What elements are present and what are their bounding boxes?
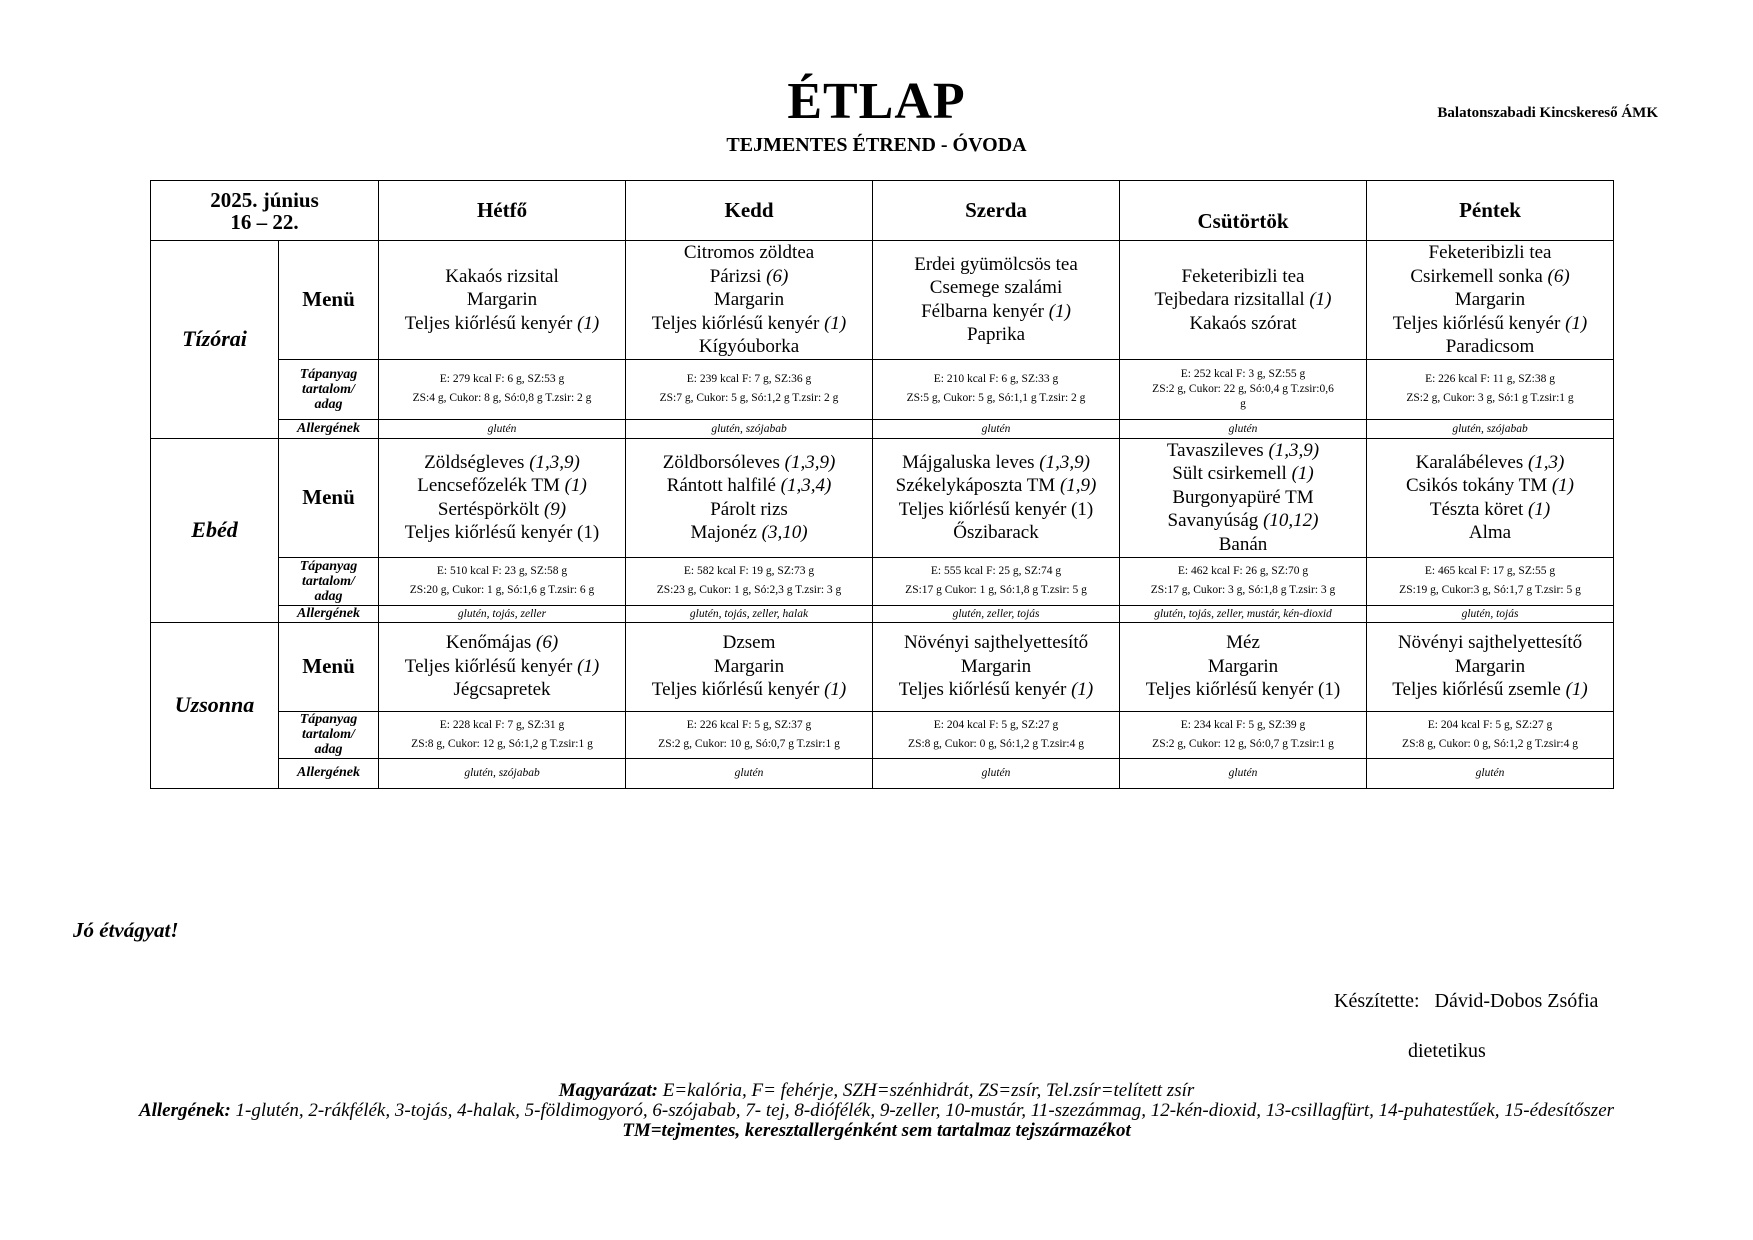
- dish-item: [1120, 288, 1366, 312]
- menu-row: [151, 241, 1614, 360]
- nutrition-cell: [379, 557, 626, 605]
- allergens-cell: glutén: [1120, 758, 1367, 788]
- nutrition-line: ZS:23 g, Cukor: 1 g, Só:2,3 g T.zsir: 3 g: [656, 584, 842, 596]
- dish-item: [626, 265, 872, 289]
- nutrition-cell: [873, 711, 1120, 758]
- dish-name: Teljes kiőrlésű kenyér: [1392, 312, 1566, 334]
- dish-name: Növényi sajthelyettesítő: [903, 632, 1089, 654]
- allergens-label: Allergének: [279, 758, 379, 788]
- dish-name: Lencsefőzelék TM: [417, 475, 565, 496]
- menu-cell: [1367, 241, 1614, 360]
- dish-allergen-codes: (1): [577, 655, 600, 677]
- dish-item: [1120, 678, 1366, 702]
- nutrition-line: E: 228 kcal F: 7 g, SZ:31 g: [439, 718, 565, 731]
- dish-item: [1120, 312, 1366, 336]
- nutrition-line: ZS:2 g, Cukor: 3 g, Só:1 g T.zsir:1 g: [1406, 392, 1574, 404]
- dish-item: [873, 253, 1119, 277]
- allergens-row: [151, 419, 1614, 438]
- menu-table: [150, 180, 1614, 789]
- dish-allergen-codes: (1,3,9): [1039, 451, 1090, 473]
- author-role: dietetikus: [1408, 1040, 1486, 1062]
- menu-cell: [1367, 622, 1614, 711]
- dish-item: [379, 288, 625, 312]
- dish-allergen-codes: (1,3,4): [780, 475, 832, 496]
- dish-name: Dzsem: [722, 632, 776, 654]
- dish-name: Sült csirkemell: [1172, 463, 1292, 485]
- dish-item: [379, 678, 625, 702]
- dish-name: Banán: [1218, 533, 1268, 555]
- dish-allergen-codes: (1): [1048, 300, 1071, 322]
- allergens-cell: glutén, tojás, zeller, halak: [626, 605, 873, 622]
- nutrition-label-line: Tápanyag: [299, 558, 358, 574]
- dish-name: Margarin: [1207, 655, 1279, 677]
- dish-allergen-codes: (1): [1565, 679, 1588, 701]
- date-range: [151, 181, 379, 241]
- nutrition-line: ZS:20 g, Cukor: 1 g, Só:1,6 g T.zsir: 6 g: [409, 584, 595, 596]
- dish-name: Teljes kiőrlésű kenyér (1): [404, 522, 600, 543]
- nutrition-label: [279, 359, 379, 419]
- dish-item: [626, 312, 872, 336]
- nutrition-line: E: 555 kcal F: 25 g, SZ:74 g: [930, 565, 1062, 577]
- nutrition-cell: [379, 359, 626, 419]
- dish-item: [1120, 462, 1366, 486]
- nutrition-line: E: 510 kcal F: 23 g, SZ:58 g: [436, 565, 568, 577]
- allergens-cell: glutén, szójabab: [626, 419, 873, 438]
- dish-item: [1367, 498, 1613, 522]
- tm-note: TM=tejmentes, keresztallergénként sem tartalmaz tejszármazékot: [622, 1120, 1131, 1141]
- dish-name: Őszibarack: [953, 522, 1039, 543]
- menu-cell: [626, 622, 873, 711]
- allergens-label: Allergének: [279, 605, 379, 622]
- dish-allergen-codes: (3,10): [761, 522, 808, 543]
- author-name: Készítette: Dávid-Dobos Zsófia: [1334, 990, 1599, 1012]
- menu-cell: [379, 622, 626, 711]
- menu-row: [151, 438, 1614, 557]
- nutrition-line: E: 279 kcal F: 6 g, SZ:53 g: [439, 373, 565, 385]
- nutrition-line: E: 465 kcal F: 17 g, SZ:55 g: [1424, 565, 1556, 577]
- dish-allergen-codes: (6): [766, 265, 789, 287]
- dish-allergen-codes: (1): [1551, 475, 1575, 496]
- nutrition-line: ZS:19 g, Cukor:3 g, Só:1,7 g T.zsir: 5 g: [1399, 584, 1581, 596]
- dish-item: [626, 335, 872, 359]
- dish-item: [873, 678, 1119, 702]
- menu-cell: [1367, 438, 1614, 557]
- dish-item: [873, 323, 1119, 347]
- dish-item: [1367, 631, 1613, 655]
- dish-name: Savanyúság: [1167, 510, 1264, 532]
- day-header: Hétfő: [379, 181, 626, 241]
- dish-name: Félbarna kenyér: [921, 300, 1049, 322]
- dish-name: Paprika: [966, 324, 1026, 346]
- nutrition-cell: [1367, 711, 1614, 758]
- dish-name: Jégcsapretek: [453, 679, 551, 701]
- nutrition-cell: [626, 359, 873, 419]
- nutrition-cell: [379, 711, 626, 758]
- day-header: Kedd: [626, 181, 873, 241]
- dish-item: [1367, 265, 1613, 289]
- legend-abbreviations: [100, 1081, 1653, 1101]
- dish-item: [1367, 521, 1613, 545]
- dish-name: Kenőmájas: [445, 632, 537, 654]
- menu-cell: [626, 438, 873, 557]
- meal-name: Tízórai: [151, 241, 279, 439]
- nutrition-label: [279, 557, 379, 605]
- allergen-legend-label: Allergének:: [138, 1100, 231, 1121]
- dish-item: [1367, 451, 1613, 475]
- allergens-cell: glutén, szójabab: [1367, 419, 1614, 438]
- legend-allergens: [100, 1101, 1653, 1121]
- allergens-cell: glutén, tojás, zeller, mustár, kén-dioxid: [1120, 605, 1367, 622]
- meal-name: Uzsonna: [151, 622, 279, 788]
- menu-cell: [873, 622, 1120, 711]
- dish-item: [873, 655, 1119, 679]
- nutrition-cell: [873, 359, 1120, 419]
- dish-item: [1367, 678, 1613, 702]
- dish-allergen-codes: (1): [1309, 289, 1332, 310]
- dish-name: Margarin: [1454, 655, 1526, 677]
- dish-name: Margarin: [1454, 289, 1526, 310]
- menu-label: Menü: [279, 241, 379, 360]
- nutrition-line: ZS:2 g, Cukor: 12 g, Só:0,7 g T.zsir:1 g: [1152, 737, 1334, 750]
- nutrition-line: E: 462 kcal F: 26 g, SZ:70 g: [1177, 565, 1309, 577]
- dish-name: Kakaós rizsital: [445, 265, 559, 287]
- dish-item: [1120, 533, 1366, 557]
- dish-name: Májgaluska leves: [902, 451, 1040, 473]
- dish-item: [1120, 631, 1366, 655]
- dish-name: Zöldségleves: [424, 451, 530, 473]
- dish-item: [379, 631, 625, 655]
- dish-name: Csemege szalámi: [929, 277, 1063, 299]
- legend-text: E=kalória, F= fehérje, SZH=szénhidrát, ZS=zsír, Tel.zsír=telített zsír: [657, 1080, 1195, 1101]
- nutrition-label-line: tartalom/: [302, 727, 355, 742]
- dish-item: [1120, 265, 1366, 289]
- dish-allergen-codes: (1): [564, 475, 587, 496]
- menu-cell: [873, 438, 1120, 557]
- dish-item: [626, 288, 872, 312]
- dish-name: Feketeribizli tea: [1428, 242, 1552, 263]
- dish-item: [379, 498, 625, 522]
- dish-item: [626, 451, 872, 475]
- menu-cell: [1120, 241, 1367, 360]
- menu-label: Menü: [279, 622, 379, 711]
- nutrition-line: E: 204 kcal F: 5 g, SZ:27 g: [933, 718, 1059, 731]
- nutrition-line: E: 234 kcal F: 5 g, SZ:39 g: [1180, 718, 1306, 731]
- dish-item: [1120, 439, 1366, 463]
- dish-name: Teljes kiőrlésű zsemle: [1392, 679, 1566, 701]
- dish-name: Teljes kiőrlésű kenyér (1): [898, 498, 1094, 520]
- dish-item: [873, 631, 1119, 655]
- menu-cell: [379, 241, 626, 360]
- menu-cell: [1120, 438, 1367, 557]
- dish-item: [379, 265, 625, 289]
- dish-allergen-codes: (6): [1547, 265, 1570, 287]
- dish-name: Kakaós szórat: [1189, 312, 1297, 334]
- allergens-cell: glutén: [873, 758, 1120, 788]
- allergens-label: Allergének: [279, 419, 379, 438]
- dish-name: Majonéz: [690, 522, 762, 543]
- nutrition-line: g: [1240, 397, 1246, 410]
- nutrition-line: ZS:17 g Cukor: 1 g, Só:1,8 g T.zsir: 5 g: [905, 584, 1087, 596]
- dish-allergen-codes: (1): [824, 679, 847, 701]
- goodbye-text: Jó étvágyat!: [73, 918, 179, 942]
- dish-item: [379, 655, 625, 679]
- dish-name: Sertéspörkölt: [437, 498, 544, 520]
- menu-label: Menü: [279, 438, 379, 557]
- allergens-row: [151, 605, 1614, 622]
- dish-item: [1367, 241, 1613, 265]
- nutrition-line: ZS:8 g, Cukor: 0 g, Só:1,2 g T.zsir:4 g: [908, 737, 1084, 750]
- day-header: Csütörtök: [1120, 181, 1367, 241]
- nutrition-cell: [1367, 359, 1614, 419]
- dish-item: [873, 276, 1119, 300]
- dish-name: Zöldborsóleves: [662, 451, 785, 473]
- dish-name: Citromos zöldtea: [683, 242, 815, 263]
- nutrition-line: E: 226 kcal F: 5 g, SZ:37 g: [686, 718, 812, 731]
- nutrition-line: ZS:8 g, Cukor: 12 g, Só:1,2 g T.zsir:1 g: [411, 737, 593, 750]
- nutrition-cell: [1120, 711, 1367, 758]
- dish-item: [379, 521, 625, 545]
- dish-item: [379, 474, 625, 498]
- dish-item: [379, 312, 625, 336]
- dish-allergen-codes: (1,3): [1527, 451, 1565, 473]
- dish-allergen-codes: (10,12): [1263, 510, 1319, 532]
- page-title: ÉTLAP: [787, 73, 966, 130]
- menu-cell: [1120, 622, 1367, 711]
- dish-item: [626, 678, 872, 702]
- nutrition-cell: [626, 711, 873, 758]
- nutrition-line: E: 239 kcal F: 7 g, SZ:36 g: [686, 373, 812, 385]
- nutrition-row: [151, 711, 1614, 758]
- nutrition-label-line: adag: [314, 742, 343, 757]
- nutrition-line: ZS:5 g, Cukor: 5 g, Só:1,1 g T.zsir: 2 g: [906, 392, 1086, 404]
- dish-name: Margarin: [713, 289, 785, 310]
- dish-name: Margarin: [713, 655, 785, 677]
- nutrition-label: [279, 711, 379, 758]
- legend: [100, 1081, 1653, 1141]
- allergens-cell: glutén: [1120, 419, 1367, 438]
- allergens-cell: glutén, tojás: [1367, 605, 1614, 622]
- nutrition-line: E: 210 kcal F: 6 g, SZ:33 g: [933, 373, 1059, 385]
- date-line-1: 2025. június: [210, 187, 319, 212]
- dish-allergen-codes: (1): [1528, 498, 1551, 520]
- dish-item: [873, 451, 1119, 475]
- nutrition-label-line: Tápanyag: [299, 712, 358, 727]
- dish-name: Margarin: [960, 655, 1032, 677]
- dish-name: Csirkemell sonka: [1410, 265, 1548, 287]
- menu-cell: [873, 241, 1120, 360]
- nutrition-cell: [1120, 359, 1367, 419]
- dish-item: [1367, 474, 1613, 498]
- nutrition-line: ZS:7 g, Cukor: 5 g, Só:1,2 g T.zsir: 2 g: [659, 392, 839, 404]
- dish-item: [626, 498, 872, 522]
- dish-name: Paradicsom: [1445, 336, 1535, 357]
- dish-name: Karalábéleves: [1415, 451, 1528, 473]
- allergens-cell: glutén, zeller, tojás: [873, 605, 1120, 622]
- dish-allergen-codes: (1,3,9): [784, 451, 836, 473]
- dish-name: Teljes kiőrlésű kenyér: [404, 312, 578, 334]
- dish-name: Csikós tokány TM: [1406, 475, 1552, 496]
- allergens-cell: glutén: [1367, 758, 1614, 788]
- legend-label: Magyarázat:: [558, 1080, 658, 1101]
- dish-name: Növényi sajthelyettesítő: [1397, 632, 1583, 654]
- nutrition-line: ZS:8 g, Cukor: 0 g, Só:1,2 g T.zsir:4 g: [1402, 737, 1578, 750]
- dish-item: [1120, 655, 1366, 679]
- dish-item: [626, 655, 872, 679]
- meal-name: Ebéd: [151, 438, 279, 622]
- nutrition-cell: [626, 557, 873, 605]
- nutrition-line: E: 204 kcal F: 5 g, SZ:27 g: [1427, 718, 1553, 731]
- menu-cell: [626, 241, 873, 360]
- dish-allergen-codes: (1): [1291, 463, 1314, 485]
- dish-item: [626, 474, 872, 498]
- nutrition-cell: [1367, 557, 1614, 605]
- dish-allergen-codes: (1): [1565, 312, 1588, 334]
- dish-allergen-codes: (1): [577, 312, 600, 334]
- dish-name: Székelykáposzta TM: [895, 475, 1060, 496]
- institution-name: Balatonszabadi Kincskereső ÁMK: [1437, 105, 1658, 121]
- dish-name: Tavaszileves: [1166, 439, 1269, 461]
- dish-item: [873, 474, 1119, 498]
- dish-name: Feketeribizli tea: [1181, 265, 1305, 287]
- header-row: [151, 181, 1614, 241]
- dish-name: Teljes kiőrlésű kenyér: [651, 312, 825, 334]
- dish-name: Tészta köret: [1429, 498, 1528, 520]
- dish-allergen-codes: (1,3,9): [1268, 439, 1320, 461]
- nutrition-label-line: Tápanyag: [299, 366, 358, 382]
- dish-name: Párizsi: [709, 265, 767, 287]
- dish-name: Méz: [1226, 632, 1260, 654]
- nutrition-line: E: 582 kcal F: 19 g, SZ:73 g: [683, 565, 815, 577]
- dish-name: Teljes kiőrlésű kenyér: [651, 679, 825, 701]
- dish-name: Rántott halfilé: [666, 475, 781, 496]
- nutrition-line: E: 252 kcal F: 3 g, SZ:55 g: [1180, 367, 1306, 380]
- allergens-row: [151, 758, 1614, 788]
- allergen-legend-text: 1-glutén, 2-rákfélék, 3-tojás, 4-halak, 5-földimogyoró, 6-szójabab, 7- tej, 8-diófélék, 9-zeller, 10-mustár, 11-szezámmag, 12-kén-dioxid, 13-csillagfürt, 14-puhatestűek, 15-édesítőszer: [230, 1100, 1615, 1121]
- dish-allergen-codes: (1): [1071, 679, 1094, 701]
- allergens-cell: glutén: [379, 419, 626, 438]
- dish-name: Alma: [1468, 522, 1512, 543]
- dish-item: [626, 631, 872, 655]
- dish-item: [1367, 288, 1613, 312]
- dish-name: Párolt rizs: [710, 498, 788, 520]
- dish-item: [1120, 509, 1366, 533]
- dish-name: Kígyóuborka: [698, 336, 800, 357]
- dish-name: Tejbedara rizsitallal: [1154, 289, 1310, 310]
- dish-allergen-codes: (9): [543, 498, 567, 520]
- dish-item: [1367, 655, 1613, 679]
- allergens-cell: glutén, szójabab: [379, 758, 626, 788]
- dish-allergen-codes: (6): [536, 632, 559, 654]
- dish-allergen-codes: (1,9): [1059, 475, 1097, 496]
- menu-cell: [379, 438, 626, 557]
- nutrition-line: E: 226 kcal F: 11 g, SZ:38 g: [1425, 373, 1555, 385]
- allergens-cell: glutén: [873, 419, 1120, 438]
- dish-name: Erdei gyümölcsös tea: [914, 253, 1078, 275]
- dish-name: Teljes kiőrlésű kenyér: [404, 655, 578, 677]
- nutrition-label-line: adag: [314, 588, 343, 604]
- nutrition-line: ZS:4 g, Cukor: 8 g, Só:0,8 g T.zsir: 2 g: [412, 392, 592, 404]
- dish-item: [626, 241, 872, 265]
- dish-item: [1367, 335, 1613, 359]
- nutrition-line: ZS:2 g, Cukor: 10 g, Só:0,7 g T.zsir:1 g: [658, 737, 840, 750]
- dish-allergen-codes: (1,3,9): [529, 451, 580, 473]
- dish-item: [1120, 486, 1366, 510]
- dish-item: [1367, 312, 1613, 336]
- date-line-2: 16 – 22.: [230, 209, 299, 234]
- day-header: Péntek: [1367, 181, 1614, 241]
- dish-name: Margarin: [466, 289, 538, 310]
- dish-name: Burgonyapüré TM: [1172, 486, 1314, 508]
- nutrition-label-line: tartalom/: [302, 573, 355, 589]
- dish-item: [873, 521, 1119, 545]
- nutrition-cell: [1120, 557, 1367, 605]
- nutrition-line: ZS:2 g, Cukor: 22 g, Só:0,4 g T.zsir:0,6: [1152, 382, 1334, 395]
- nutrition-row: [151, 557, 1614, 605]
- allergens-cell: glutén, tojás, zeller: [379, 605, 626, 622]
- allergens-cell: glutén: [626, 758, 873, 788]
- nutrition-cell: [873, 557, 1120, 605]
- dish-item: [379, 451, 625, 475]
- dish-item: [873, 498, 1119, 522]
- dish-name: Teljes kiőrlésű kenyér: [898, 679, 1072, 701]
- dish-name: Teljes kiőrlésű kenyér (1): [1145, 679, 1341, 701]
- nutrition-label-line: tartalom/: [302, 381, 355, 397]
- nutrition-label-line: adag: [314, 396, 343, 412]
- nutrition-line: ZS:17 g, Cukor: 3 g, Só:1,8 g T.zsir: 3 g: [1150, 584, 1336, 596]
- dish-item: [626, 521, 872, 545]
- day-header: Szerda: [873, 181, 1120, 241]
- dish-allergen-codes: (1): [824, 312, 847, 334]
- dish-item: [873, 300, 1119, 324]
- page-subtitle: TEJMENTES ÉTREND - ÓVODA: [726, 134, 1027, 156]
- menu-row: [151, 622, 1614, 711]
- nutrition-row: [151, 359, 1614, 419]
